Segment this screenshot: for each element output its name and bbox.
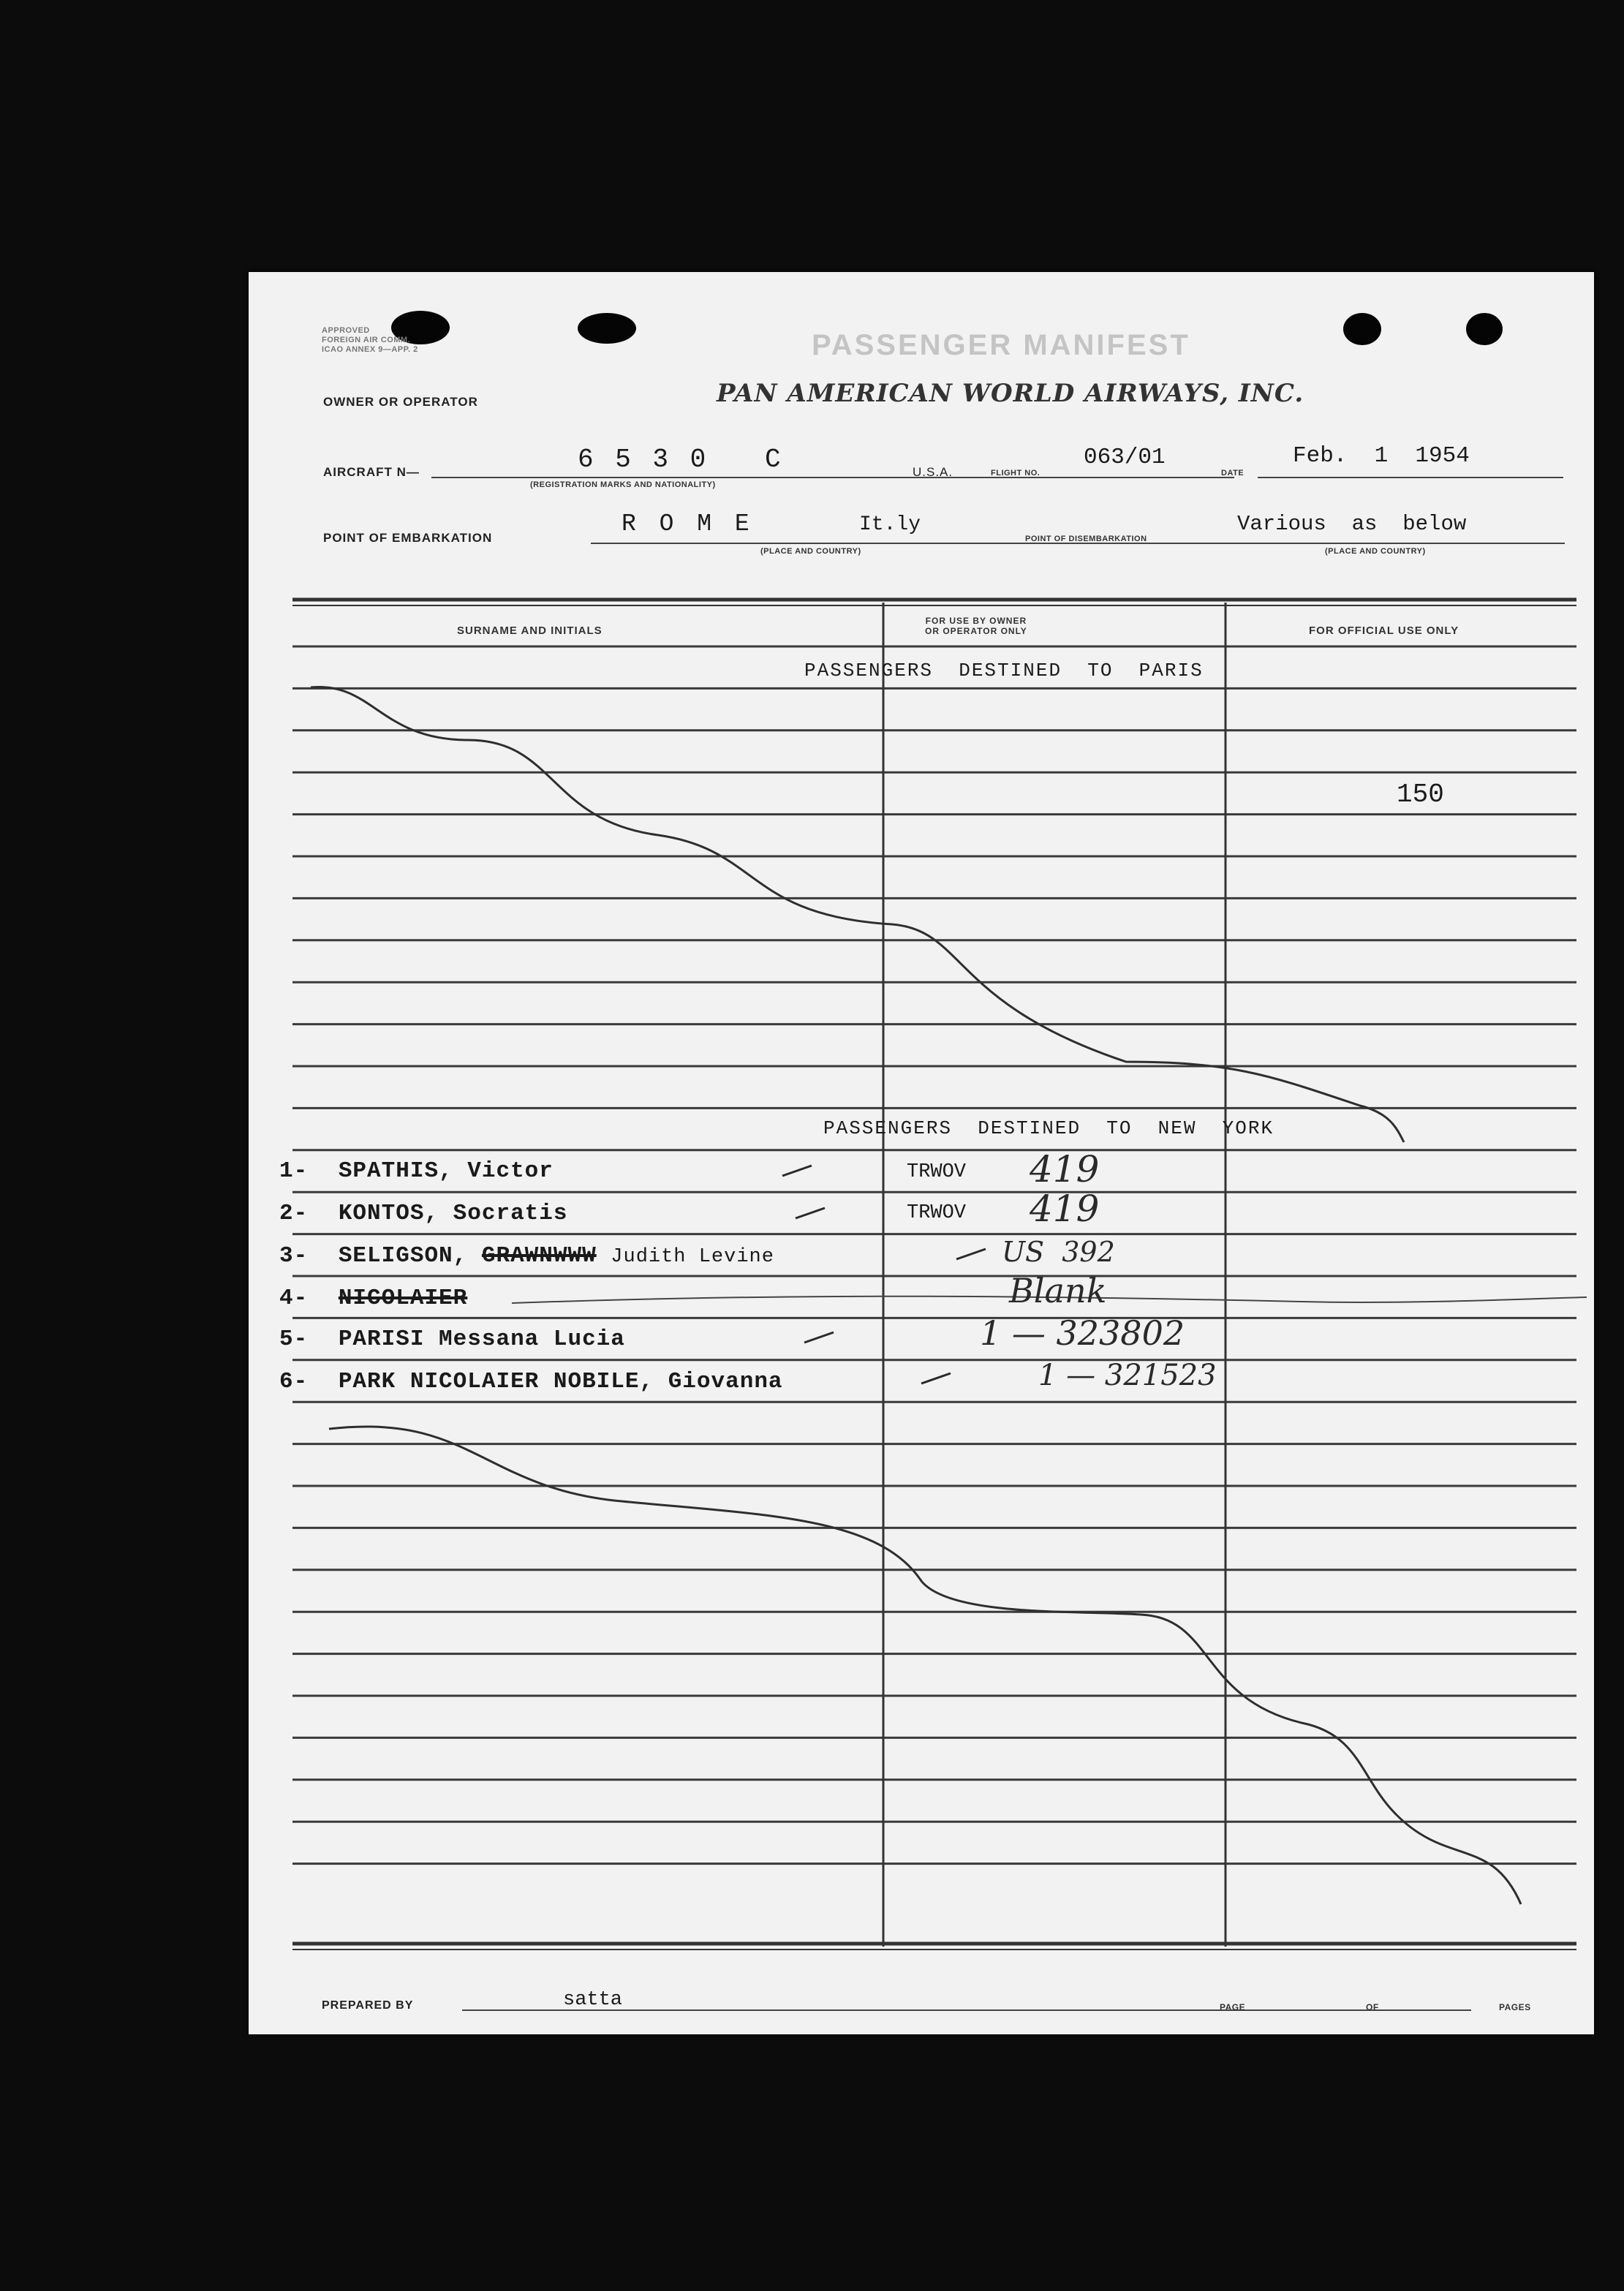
approval-line: APPROVED [322,326,370,335]
section-new-york: PASSENGERS DESTINED TO NEW YORK [823,1117,1274,1139]
passenger-row [279,1286,467,1311]
passenger-number: 2- [279,1201,309,1226]
company-name: PAN AMERICAN WORLD AIRWAYS, INC. [717,379,1304,408]
check-mark [796,1208,825,1218]
passenger-handwritten: 1 — 321523 [1038,1359,1217,1392]
flight-value: 063/01 [1084,445,1166,470]
check-mark [921,1373,951,1384]
form-title: PASSENGER MANIFEST [812,329,1190,361]
aircraft-label: AIRCRAFT N— [323,465,420,479]
passenger-row [279,1243,774,1269]
passenger-number: 1- [279,1158,309,1184]
column-owner-use [925,616,1027,636]
passenger-name: SPATHIS, Victor [338,1158,554,1184]
prepared-value: satta [563,1989,623,2011]
passenger-handwritten: 1 — 323802 [980,1313,1185,1353]
passenger-handwritten: US 392 [1002,1236,1115,1268]
passenger-handwritten: Blank [1009,1271,1107,1310]
passenger-row [279,1326,625,1352]
passenger-code: TRWOV [907,1161,967,1183]
disembarkation-value: Various as below [1237,512,1467,536]
registration-caption: (REGISTRATION MARKS AND NATIONALITY) [530,480,716,489]
passenger-code: TRWOV [907,1202,967,1224]
passenger-row [279,1158,554,1184]
passenger-name-struck: GRAWNWWW [481,1243,597,1269]
official-number: 150 [1397,780,1444,809]
column-owner-use-line: OR OPERATOR ONLY [925,626,1027,636]
disembarkation-caption: (PLACE AND COUNTRY) [1325,547,1426,556]
page-label: PAGE [1220,2002,1246,2012]
approval-line: FOREIGN AIR COMM. [322,336,411,344]
disembarkation-label: POINT OF DISEMBARKATION [1025,535,1147,543]
date-label: DATE [1221,469,1245,478]
embarkation-country: It.ly [859,513,921,536]
check-mark [804,1332,834,1343]
passenger-name: PARISI Messana Lucia [338,1326,625,1352]
embarkation-caption: (PLACE AND COUNTRY) [760,547,861,556]
cancel-stroke [311,687,1404,1142]
check-mark [782,1166,812,1176]
section-paris: PASSENGERS DESTINED TO PARIS [804,660,1204,682]
check-mark [956,1249,986,1259]
approval-line: ICAO ANNEX 9—APP. 2 [322,345,418,354]
embarkation-label: POINT OF EMBARKATION [323,531,493,545]
passenger-name-struck: NICOLAIER [338,1286,468,1311]
passenger-name: SELIGSON, [338,1243,482,1269]
column-surname: SURNAME AND INITIALS [457,624,603,637]
owner-label: OWNER OR OPERATOR [323,395,478,409]
passenger-name: PARK NICOLAIER NOBILE, Giovanna [338,1369,783,1394]
manifest-sheet [249,272,1594,2034]
usa-label: U.S.A. [913,465,953,479]
passenger-number: 6- [279,1369,309,1394]
passenger-row [279,1201,567,1226]
passenger-handwritten: 419 [1030,1188,1100,1230]
aircraft-value: 6 5 3 0 C [578,445,784,475]
pages-label: PAGES [1499,2002,1531,2012]
embarkation-value: R O M E [622,510,754,537]
passenger-name: KONTOS, Socratis [338,1201,568,1226]
of-label: OF [1366,2002,1379,2012]
prepared-label: PREPARED BY [322,1999,414,2012]
column-official: FOR OFFICIAL USE ONLY [1309,624,1459,637]
passenger-row [279,1369,783,1394]
passenger-number: 4- [279,1286,309,1311]
passenger-number: 5- [279,1326,309,1352]
passenger-number: 3- [279,1243,309,1269]
date-value: Feb. 1 1954 [1293,443,1470,469]
passenger-handwritten: 419 [1030,1148,1100,1190]
passenger-name-rest: Judith Levine [611,1246,774,1268]
cancel-stroke [329,1427,1521,1904]
manifest-grid [249,272,1594,2034]
flight-label: FLIGHT NO. [991,469,1041,478]
column-owner-use-line: FOR USE BY OWNER [925,616,1027,626]
